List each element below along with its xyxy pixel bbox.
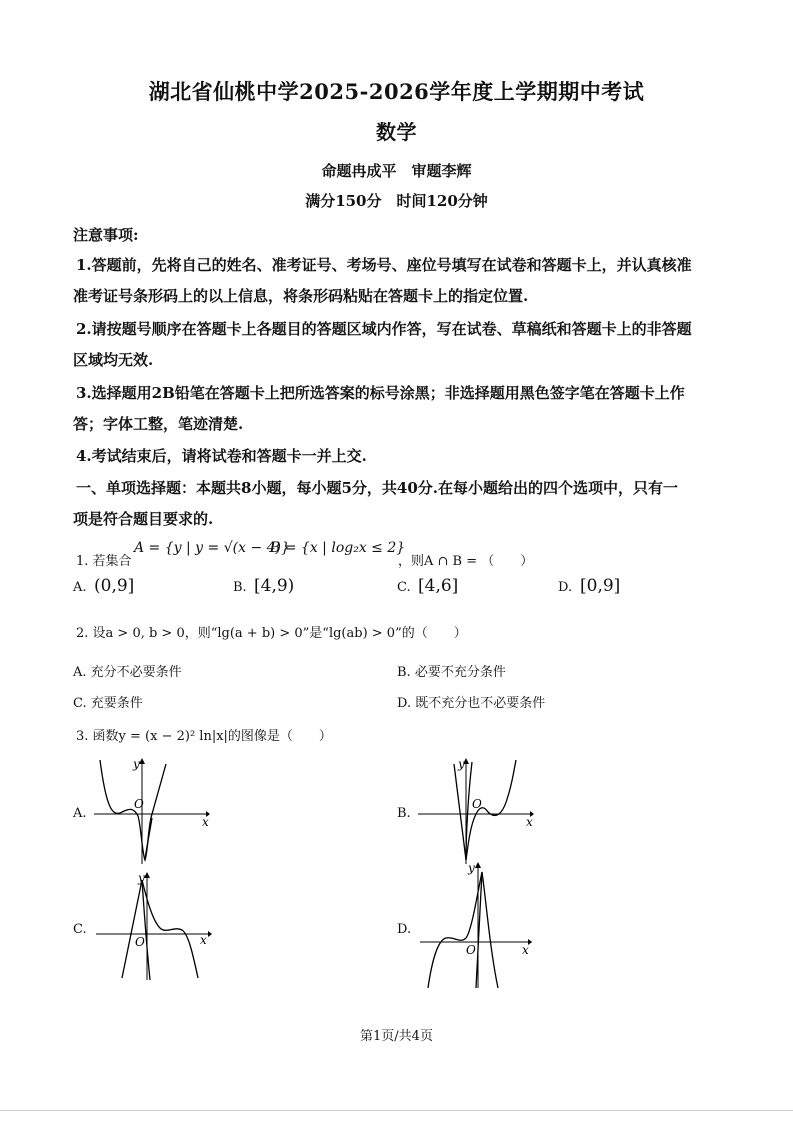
q3-text: 3. 函数y = (x − 2)² ln|x|的图像是（ ） <box>76 729 332 744</box>
q3-graph-a-axis-y: y <box>133 757 140 771</box>
score-time-line: 满分150分 时间120分钟 <box>305 192 488 210</box>
notice-line: 3.选择题用2B铅笔在答题卡上把所选答案的标号涂黑；非选择题用黑色签字笔在答题卡上作 <box>76 384 685 402</box>
q3-graph-c <box>92 870 212 982</box>
q1-option-c-value: [4,6] <box>418 576 459 596</box>
q2-option-c-value: 充要条件 <box>90 696 143 711</box>
q1-suffix: ，则A ∩ B = （ ） <box>398 554 534 569</box>
q2-option-d-label: D. <box>397 696 412 711</box>
q1-option-d-value: [0,9] <box>580 576 621 596</box>
notice-heading: 注意事项: <box>73 226 139 244</box>
q3-graph-b-axis-x: x <box>526 815 533 829</box>
q2-option-a-value: 充分不必要条件 <box>90 665 182 680</box>
q3-option-b-label: B. <box>397 806 411 821</box>
q2-option-b-value: 必要不充分条件 <box>414 665 506 680</box>
notice-line: 区域均无效. <box>73 351 154 369</box>
q2-option-b-label: B. <box>397 665 411 680</box>
q3-graph-b-origin: O <box>472 797 482 811</box>
exam-title: 湖北省仙桃中学2025-2026学年度上学期期中考试 <box>148 79 645 104</box>
q3-graph-a <box>90 756 210 866</box>
q3-graph-b <box>414 756 534 866</box>
page-bottom-divider <box>0 1110 793 1111</box>
notice-line: 4.考试结束后，请将试卷和答题卡一并上交. <box>76 447 367 465</box>
q1-prefix: 1. 若集合 <box>76 554 132 569</box>
q3-option-a-label: A. <box>73 806 87 821</box>
q2-option-a <box>73 661 182 680</box>
notice-line: 准考证号条形码上的以上信息，将条形码粘贴在答题卡上的指定位置. <box>73 287 529 305</box>
q3-graph-c-axis-x: x <box>200 933 207 947</box>
q3-graph-d-axis-y: y <box>468 861 475 875</box>
q2-option-a-label: A. <box>73 665 87 680</box>
q1-option-a-value: (0,9] <box>94 576 135 596</box>
section-heading: 一、单项选择题：本题共8小题，每小题5分，共40分.在每小题给出的四个选项中，只有一 <box>76 479 678 497</box>
q3-graph-a-axis-x: x <box>202 815 209 829</box>
q2-option-d <box>397 692 545 711</box>
q1-option-c-label: C. <box>397 580 411 595</box>
q3-graph-d <box>416 860 536 990</box>
q1-set-b: B = {x | log₂x ≤ 2} <box>270 540 406 556</box>
q1-option-b-value: [4,9) <box>254 576 295 596</box>
authors-line: 命题冉成平 审题李辉 <box>321 162 472 180</box>
page-number: 第1页/共4页 <box>360 1029 433 1044</box>
q3-graph-a-origin: O <box>134 797 144 811</box>
q3-graph-d-origin: O <box>466 943 476 957</box>
notice-line: 答；字体工整，笔迹清楚. <box>73 415 244 433</box>
q3-option-d-label: D. <box>397 922 412 937</box>
q2-option-c <box>73 692 143 711</box>
q3-graph-d-axis-x: x <box>522 943 529 957</box>
subject-title: 数学 <box>376 120 417 144</box>
q3-graph-c-origin: O <box>135 935 145 949</box>
q3-graph-b-axis-y: y <box>458 757 465 771</box>
q2-option-d-value: 既不充分也不必要条件 <box>415 696 546 711</box>
q3-graph-c-axis-y: y <box>138 871 145 885</box>
q3-option-c-label: C. <box>73 922 87 937</box>
q1-option-a-label: A. <box>73 580 87 595</box>
notice-line: 2.请按题号顺序在答题卡上各题目的答题区域内作答，写在试卷、草稿纸和答题卡上的非答题 <box>76 320 692 338</box>
section-heading-cont: 项是符合题目要求的. <box>73 510 214 528</box>
q2-option-b <box>397 661 506 680</box>
notice-line: 1.答题前，先将自己的姓名、准考证号、考场号、座位号填写在试卷和答题卡上，并认真核准 <box>76 256 692 274</box>
q1-set-a: A = {y | y = √(x − 4)} <box>134 540 290 556</box>
q2-option-c-label: C. <box>73 696 87 711</box>
q2-text: 2. 设a > 0, b > 0，则“lg(a + b) > 0”是“lg(ab) > 0”的（ ） <box>76 626 467 641</box>
q1-option-b-label: B. <box>233 580 247 595</box>
q1-option-d-label: D. <box>558 580 573 595</box>
